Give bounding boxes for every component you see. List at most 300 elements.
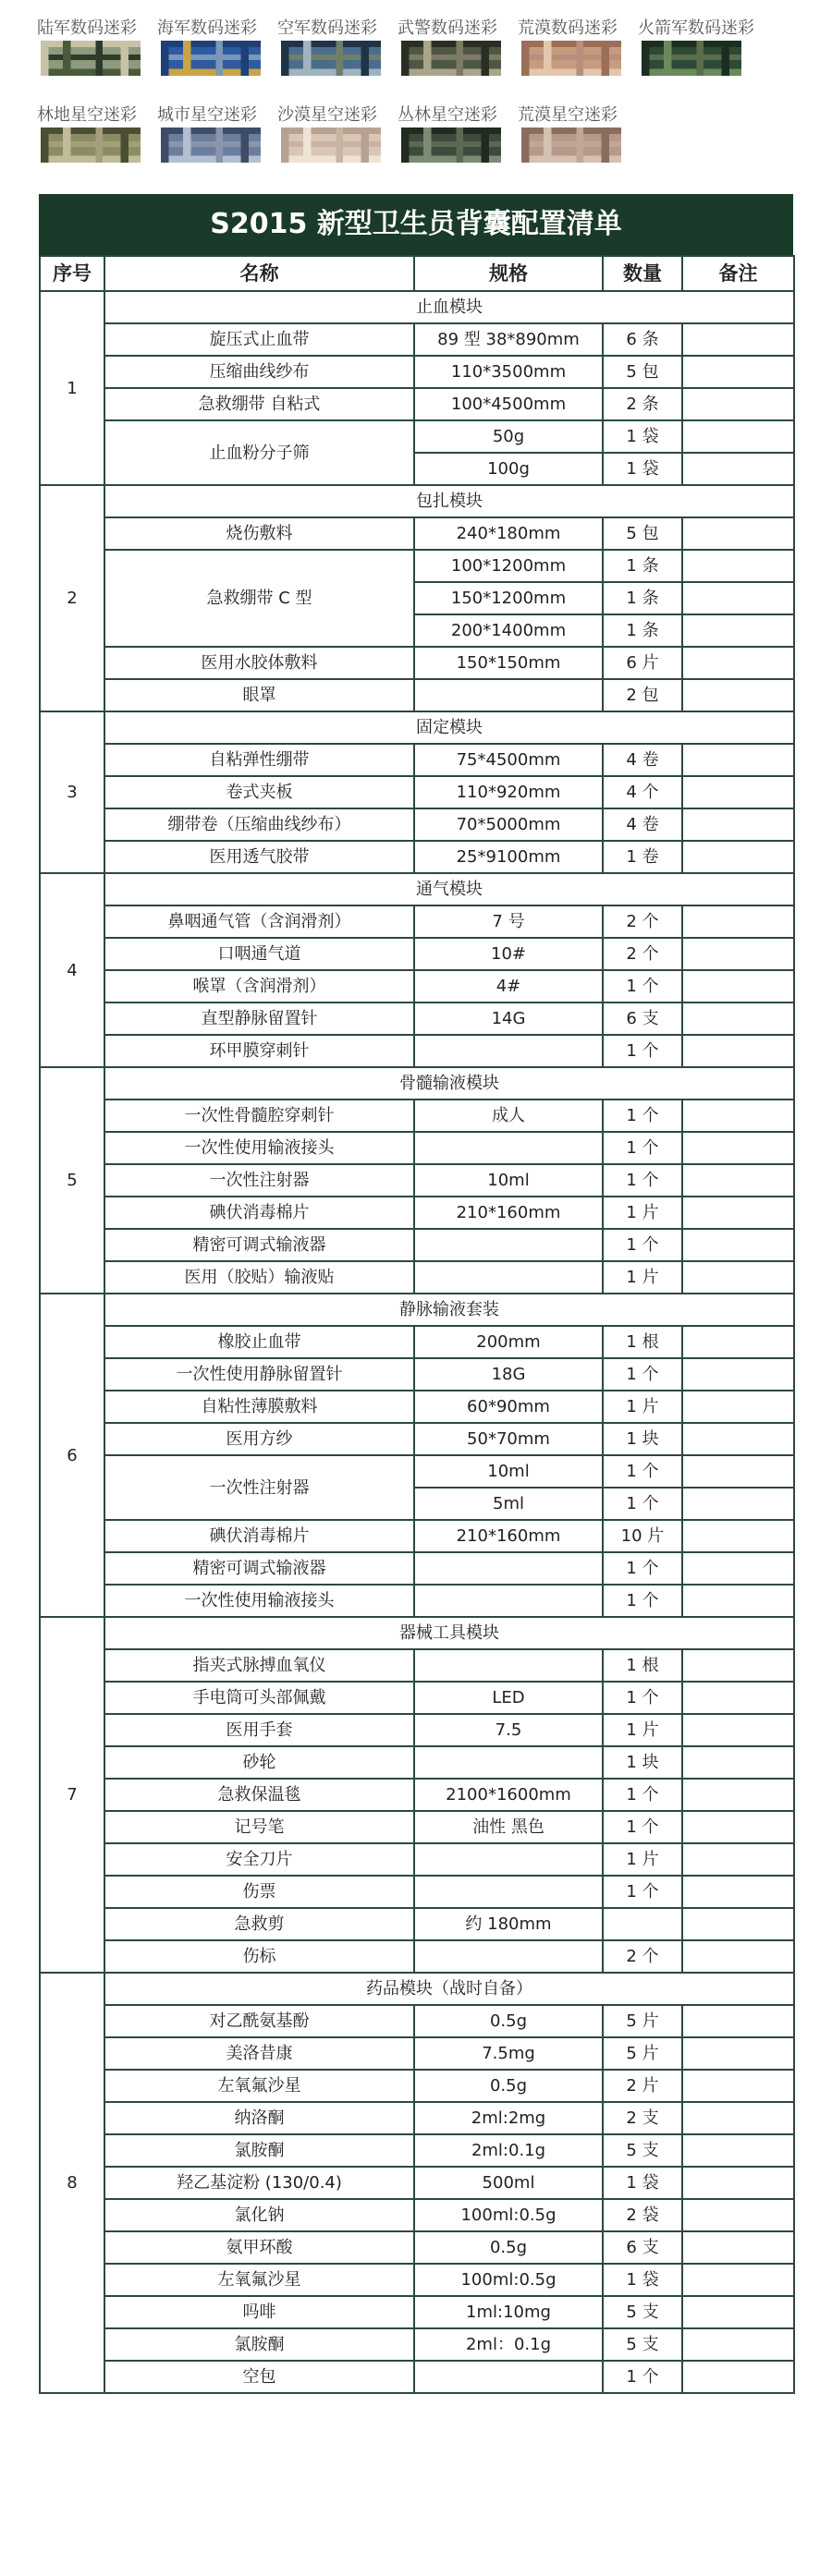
item-remark [682,841,794,873]
item-remark [682,1843,794,1876]
item-spec: 100ml:0.5g [414,2199,603,2231]
item-remark [682,1585,794,1617]
item-name: 精密可调式输液器 [104,1229,414,1261]
item-remark [682,1488,794,1520]
item-qty: 1 袋 [603,2264,682,2296]
table-row [40,1876,794,1908]
item-spec: 100g [414,453,603,485]
item-name: 一次性注射器 [104,1455,414,1520]
module-title: 固定模块 [104,711,794,744]
item-name: 纳洛酮 [104,2102,414,2134]
item-spec: 10ml [414,1455,603,1488]
header-remark: 备注 [682,256,794,291]
table-row [40,905,794,938]
item-name: 记号笔 [104,1811,414,1843]
item-name: 左氧氟沙星 [104,2070,414,2102]
item-spec: 约 180mm [414,1908,603,1940]
item-spec [414,1876,603,1908]
module-number: 4 [40,873,104,1067]
camo-swatch [161,41,261,76]
item-qty: 1 袋 [603,453,682,485]
item-spec [414,1132,603,1164]
item-spec: 75*4500mm [414,744,603,776]
table-row [40,2361,794,2393]
item-spec: 60*90mm [414,1391,603,1423]
table-row [40,1164,794,1197]
item-spec: 110*920mm [414,776,603,808]
item-spec: 0.5g [414,2231,603,2264]
item-spec: 18G [414,1358,603,1391]
item-qty: 4 卷 [603,808,682,841]
item-remark [682,905,794,938]
item-remark [682,2264,794,2296]
camo-swatch-label: 荒漠星空迷彩 [518,105,618,125]
item-remark [682,1423,794,1455]
module-title: 药品模块（战时自备） [104,1973,794,2005]
header-row [40,256,794,291]
item-qty: 6 支 [603,1002,682,1035]
item-remark [682,679,794,711]
item-spec [414,1649,603,1682]
item-name: 自粘性薄膜敷料 [104,1391,414,1423]
item-spec: 0.5g [414,2005,603,2037]
item-qty: 2 个 [603,905,682,938]
item-spec: 200mm [414,1326,603,1358]
item-qty: 5 片 [603,2005,682,2037]
camo-swatch-item [37,103,157,163]
module-row [40,873,794,905]
item-qty: 1 个 [603,1488,682,1520]
module-title: 静脉输液套装 [104,1294,794,1326]
item-remark [682,1326,794,1358]
item-qty: 1 块 [603,1423,682,1455]
item-spec: 100*4500mm [414,388,603,420]
item-remark [682,1164,794,1197]
table-row [40,1779,794,1811]
table-row [40,420,794,453]
item-remark [682,582,794,614]
module-number: 6 [40,1294,104,1617]
table-row [40,1908,794,1940]
item-remark [682,453,794,485]
item-qty: 1 个 [603,1132,682,1164]
item-spec: 7 号 [414,905,603,938]
module-title: 包扎模块 [104,485,794,517]
item-remark [682,1261,794,1294]
table-row [40,2102,794,2134]
table-row [40,2264,794,2296]
item-qty: 5 片 [603,2037,682,2070]
item-name: 一次性骨髓腔穿刺针 [104,1100,414,1132]
item-remark [682,2134,794,2167]
table-row [40,1100,794,1132]
item-spec [414,1843,603,1876]
item-spec: 500ml [414,2167,603,2199]
camo-swatch-item [518,103,638,163]
camo-swatch-label: 火箭军数码迷彩 [638,18,754,38]
item-remark [682,1520,794,1552]
item-qty: 1 条 [603,582,682,614]
camo-swatch [401,128,501,163]
module-row [40,1617,794,1649]
item-qty: 1 片 [603,1843,682,1876]
table-row [40,550,794,582]
item-spec [414,1746,603,1779]
item-qty: 1 个 [603,1682,682,1714]
table-row [40,970,794,1002]
item-qty: 1 块 [603,1746,682,1779]
header-no: 序号 [40,256,104,291]
item-name: 一次性使用静脉留置针 [104,1358,414,1391]
item-spec: 14G [414,1002,603,1035]
item-qty: 5 包 [603,356,682,388]
table-row [40,1843,794,1876]
table-row [40,1714,794,1746]
item-name: 精密可调式输液器 [104,1552,414,1585]
camo-swatch-label: 林地星空迷彩 [37,105,137,125]
module-row [40,1973,794,2005]
item-spec: 0.5g [414,2070,603,2102]
camo-swatch-item [518,17,638,76]
item-name: 碘伏消毒棉片 [104,1197,414,1229]
item-spec: 50*70mm [414,1423,603,1455]
item-spec: 89 型 38*890mm [414,323,603,356]
item-name: 医用（胶贴）输液贴 [104,1261,414,1294]
item-spec: 150*1200mm [414,582,603,614]
item-qty: 1 个 [603,1876,682,1908]
camo-swatch-label: 荒漠数码迷彩 [518,18,618,38]
table-row [40,2134,794,2167]
item-remark [682,1552,794,1585]
item-spec: 25*9100mm [414,841,603,873]
camo-swatch [41,128,141,163]
item-remark [682,517,794,550]
item-spec: 150*150mm [414,647,603,679]
item-remark [682,744,794,776]
table-row [40,517,794,550]
item-qty: 1 个 [603,1779,682,1811]
camo-swatch-item [398,17,518,76]
item-name: 医用透气胶带 [104,841,414,873]
item-qty: 1 根 [603,1649,682,1682]
item-qty: 5 支 [603,2328,682,2361]
item-qty: 2 个 [603,1940,682,1973]
item-name: 鼻咽通气管（含润滑剂） [104,905,414,938]
item-remark [682,1358,794,1391]
item-spec [414,2361,603,2393]
camo-swatch [41,41,141,76]
module-number: 3 [40,711,104,873]
item-remark [682,1455,794,1488]
item-spec: 10# [414,938,603,970]
item-remark [682,2199,794,2231]
item-spec [414,1035,603,1067]
item-remark [682,356,794,388]
sheet-title: S2015 新型卫生员背囊配置清单 [39,194,793,255]
item-name: 医用方纱 [104,1423,414,1455]
item-spec: 100ml:0.5g [414,2264,603,2296]
item-remark [682,938,794,970]
item-remark [682,1714,794,1746]
table-row [40,1326,794,1358]
item-name: 一次性使用输液接头 [104,1585,414,1617]
camo-swatch [401,41,501,76]
item-name: 急救绷带 C 型 [104,550,414,647]
item-spec: 2ml:2mg [414,2102,603,2134]
item-spec [414,1229,603,1261]
item-name: 氯胺酮 [104,2328,414,2361]
item-spec: 200*1400mm [414,614,603,647]
item-remark [682,388,794,420]
table-row [40,1035,794,1067]
item-remark [682,2037,794,2070]
item-qty: 2 个 [603,938,682,970]
item-spec: 7.5 [414,1714,603,1746]
item-name: 羟乙基淀粉 (130/0.4) [104,2167,414,2199]
table-row [40,1455,794,1488]
item-name: 伤标 [104,1940,414,1973]
item-qty: 1 个 [603,2361,682,2393]
item-qty: 4 个 [603,776,682,808]
item-remark [682,1908,794,1940]
item-remark [682,1132,794,1164]
item-spec: 2ml:0.1g [414,2134,603,2167]
item-spec: 7.5mg [414,2037,603,2070]
table-row [40,388,794,420]
item-remark [682,614,794,647]
item-qty: 4 卷 [603,744,682,776]
item-qty: 1 片 [603,1714,682,1746]
item-name: 医用手套 [104,1714,414,1746]
camo-swatch [161,128,261,163]
camo-swatch-gallery [0,0,832,185]
item-name: 旋压式止血带 [104,323,414,356]
item-name: 眼罩 [104,679,414,711]
item-name: 空包 [104,2361,414,2393]
item-spec: 成人 [414,1100,603,1132]
item-remark [682,776,794,808]
table-row [40,1940,794,1973]
item-qty: 1 个 [603,1811,682,1843]
item-remark [682,1035,794,1067]
table-row [40,1261,794,1294]
camo-swatch-item [277,17,398,76]
table-row [40,1197,794,1229]
item-name: 橡胶止血带 [104,1326,414,1358]
module-row [40,291,794,323]
item-remark [682,2231,794,2264]
camo-swatch-label: 丛林星空迷彩 [398,105,497,125]
item-qty: 1 根 [603,1326,682,1358]
table-row [40,1423,794,1455]
module-row [40,1067,794,1100]
item-spec [414,1585,603,1617]
item-spec [414,1261,603,1294]
item-qty: 5 包 [603,517,682,550]
item-spec: 100*1200mm [414,550,603,582]
item-name: 氨甲环酸 [104,2231,414,2264]
camo-swatch-item [638,17,758,76]
header-name: 名称 [104,256,414,291]
item-qty: 1 个 [603,1552,682,1585]
item-qty: 1 个 [603,970,682,1002]
item-spec: 2ml：0.1g [414,2328,603,2361]
header-spec: 规格 [414,256,603,291]
camo-swatch-item [398,103,518,163]
table-row [40,2037,794,2070]
item-name: 压缩曲线纱布 [104,356,414,388]
item-name: 美洛昔康 [104,2037,414,2070]
item-remark [682,1682,794,1714]
table-row [40,2070,794,2102]
item-remark [682,1197,794,1229]
camo-swatch-label: 海军数码迷彩 [157,18,257,38]
module-number: 2 [40,485,104,711]
item-qty: 2 包 [603,679,682,711]
table-row [40,938,794,970]
item-name: 急救剪 [104,1908,414,1940]
item-spec [414,1940,603,1973]
table-row [40,841,794,873]
table-row [40,1002,794,1035]
item-remark [682,970,794,1002]
item-qty: 2 袋 [603,2199,682,2231]
table-row [40,2167,794,2199]
camo-swatch-label: 武警数码迷彩 [398,18,497,38]
item-name: 烧伤敷料 [104,517,414,550]
item-qty: 6 片 [603,647,682,679]
item-spec: 50g [414,420,603,453]
item-qty [603,1908,682,1940]
item-name: 一次性使用输液接头 [104,1132,414,1164]
item-spec: 4# [414,970,603,1002]
item-remark [682,1940,794,1973]
module-title: 通气模块 [104,873,794,905]
module-number: 8 [40,1973,104,2393]
item-qty: 1 片 [603,1261,682,1294]
item-name: 吗啡 [104,2296,414,2328]
item-name: 对乙酰氨基酚 [104,2005,414,2037]
module-title: 器械工具模块 [104,1617,794,1649]
item-spec: 210*160mm [414,1520,603,1552]
table-row [40,1682,794,1714]
item-name: 直型静脉留置针 [104,1002,414,1035]
item-spec: 油性 黑色 [414,1811,603,1843]
item-remark [682,2328,794,2361]
item-remark [682,647,794,679]
table-row [40,1811,794,1843]
module-title: 骨髓输液模块 [104,1067,794,1100]
item-spec [414,679,603,711]
item-qty: 1 片 [603,1391,682,1423]
item-name: 急救绷带 自粘式 [104,388,414,420]
item-spec: 70*5000mm [414,808,603,841]
module-number: 1 [40,291,104,485]
item-name: 医用水胶体敷料 [104,647,414,679]
config-sheet [39,194,793,2394]
item-remark [682,1649,794,1682]
item-spec: 5ml [414,1488,603,1520]
item-name: 环甲膜穿刺针 [104,1035,414,1067]
item-remark [682,2070,794,2102]
item-qty: 6 条 [603,323,682,356]
item-remark [682,808,794,841]
item-spec: 1ml:10mg [414,2296,603,2328]
item-spec: 110*3500mm [414,356,603,388]
item-spec: 2100*1600mm [414,1779,603,1811]
item-qty: 2 片 [603,2070,682,2102]
camo-swatch-label: 空军数码迷彩 [277,18,377,38]
table-row [40,808,794,841]
item-spec: 210*160mm [414,1197,603,1229]
table-row [40,1132,794,1164]
table-row [40,2328,794,2361]
item-name: 安全刀片 [104,1843,414,1876]
table-row [40,647,794,679]
item-spec: 10ml [414,1164,603,1197]
table-row [40,1585,794,1617]
item-qty: 1 袋 [603,420,682,453]
item-remark [682,323,794,356]
item-qty: 1 片 [603,1197,682,1229]
item-spec: LED [414,1682,603,1714]
table-body [40,291,794,2393]
item-name: 手电筒可头部佩戴 [104,1682,414,1714]
item-qty: 1 条 [603,550,682,582]
camo-swatch [281,41,381,76]
item-qty: 1 个 [603,1358,682,1391]
item-remark [682,2167,794,2199]
table-row [40,2005,794,2037]
item-remark [682,2296,794,2328]
item-remark [682,2005,794,2037]
table-row [40,1520,794,1552]
module-title: 止血模块 [104,291,794,323]
item-name: 伤票 [104,1876,414,1908]
item-qty: 5 支 [603,2296,682,2328]
camo-swatch [642,41,741,76]
item-qty: 1 个 [603,1585,682,1617]
camo-swatch-label: 陆军数码迷彩 [37,18,137,38]
item-remark [682,2361,794,2393]
table-row [40,2231,794,2264]
item-qty: 1 卷 [603,841,682,873]
item-name: 指夹式脉搏血氧仪 [104,1649,414,1682]
item-remark [682,1746,794,1779]
table-row [40,679,794,711]
camo-swatch [521,41,621,76]
item-qty: 1 个 [603,1035,682,1067]
item-name: 碘伏消毒棉片 [104,1520,414,1552]
item-spec: 240*180mm [414,517,603,550]
camo-swatch-item [37,17,157,76]
table-row [40,1358,794,1391]
item-name: 砂轮 [104,1746,414,1779]
header-qty: 数量 [603,256,682,291]
camo-swatch-item [277,103,398,163]
table-row [40,1746,794,1779]
item-name: 喉罩（含润滑剂） [104,970,414,1002]
item-remark [682,1391,794,1423]
camo-swatch-item [157,103,277,163]
item-name: 口咽通气道 [104,938,414,970]
config-table [39,255,795,2394]
table-row [40,2199,794,2231]
item-name: 急救保温毯 [104,1779,414,1811]
table-row [40,323,794,356]
item-name: 氯胺酮 [104,2134,414,2167]
table-row [40,2296,794,2328]
